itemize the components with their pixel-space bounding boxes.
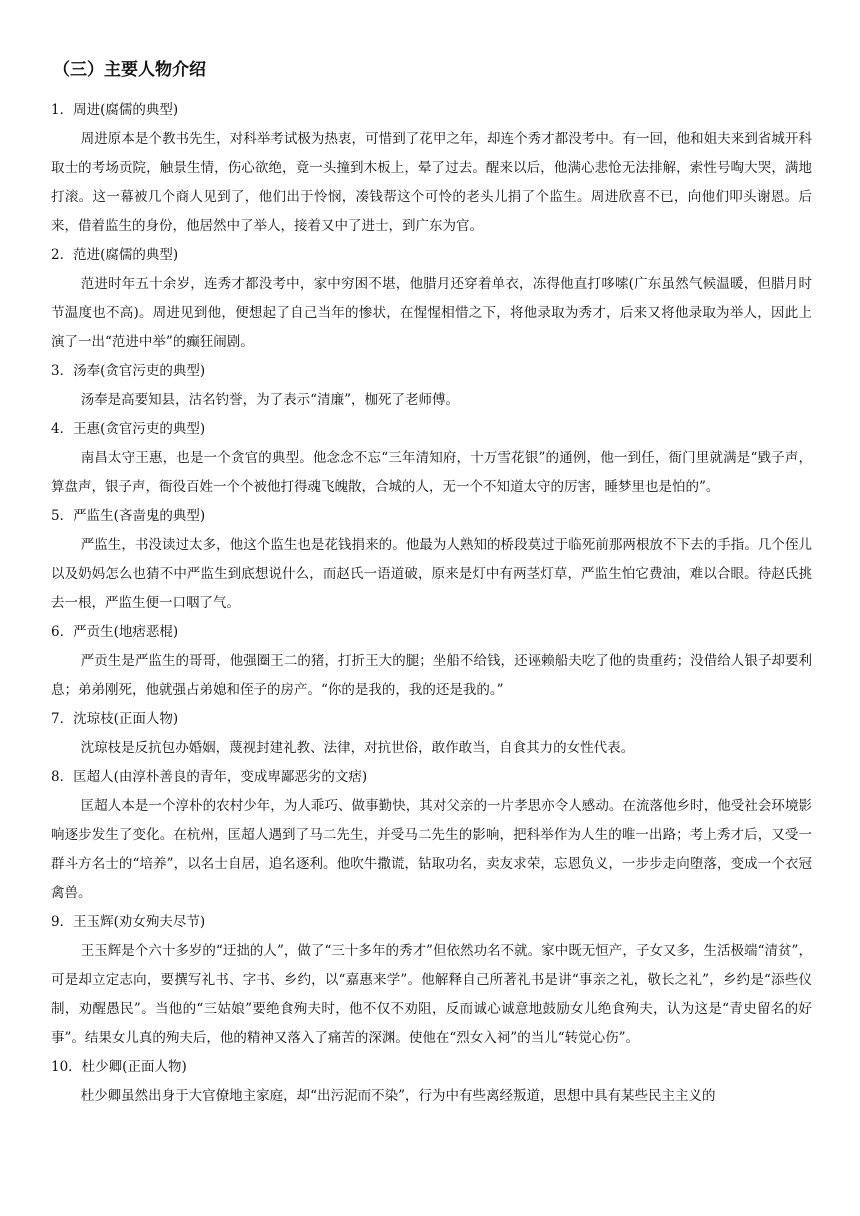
character-entry-yan-gongsheng [51,618,812,705]
character-description: 杜少卿虽然出身于大官僚地主家庭，却“出污泥而不染”，行为中有些离经叛道，思想中具有某些民主主义的 [80,1088,716,1104]
character-entry-shen-qiongzhi [51,705,812,763]
section-title: （三）主要人物介绍 [53,60,206,80]
character-entry-kuang-chaoren [51,763,812,908]
character-heading: 10．杜少卿(正面人物) [51,1059,187,1075]
character-heading: 7．沈琼枝(正面人物) [51,711,179,727]
character-description: 周进原本是个教书先生，对科举考试极为热衷，可惜到了花甲之年，却连个秀才都没考中。有一回，他和姐夫来到省城开科取士的考场贡院，触景生情，伤心欲绝，竟一头撞到木板上，晕了过去。醒来以后，他满心悲怆无法排解，索性号啕大哭，满地打滚。这一幕被几个商人见到了，他们出于怜悯，凑钱帮这个可怜的老头儿捐了个监生。周进欣喜不已，向他们叩头谢恩。后来，借着监生的身份，他居然中了举人，接着又中了进士，到广东为官。 [51,131,812,234]
character-entry-wang-hui [51,415,812,502]
character-heading: 5．严监生(吝啬鬼的典型) [51,508,206,524]
character-description: 范进时年五十余岁，连秀才都没考中，家中穷困不堪，他腊月还穿着单衣，冻得他直打哆嗦(广东虽然气候温暖，但腊月时节温度也不高)。周进见到他，便想起了自己当年的惨状，在惺惺相惜之下，将他录取为秀才，后来又将他录取为举人，因此上演了一出“范进中举”的癫狂闹剧。 [51,276,812,350]
character-entry-fan-jin [51,241,812,357]
character-description: 王玉辉是个六十多岁的“迂拙的人”，做了“三十多年的秀才”但依然功名不就。家中既无恒产，子女又多，生活极端“清贫”，可是却立定志向，要撰写礼书、字书、乡约，以“嘉惠来学”。他解释自己所著礼书是讲“事亲之礼，敬长之礼”，乡约是“添些仪制，劝醒愚民”。当他的“三姑娘”要绝食殉夫时，他不仅不劝阻，反而诚心诚意地鼓励女儿绝食殉夫，认为这是“青史留名的好事”。结果女儿真的殉夫后，他的精神又落入了痛苦的深渊。使他在“烈女入祠”的当儿“转觉心伤”。 [51,943,812,1046]
character-entry-wang-yuhui [51,908,812,1053]
character-description: 匡超人本是一个淳朴的农村少年，为人乖巧、做事勤快，其对父亲的一片孝思亦令人感动。在流落他乡时，他受社会环境影响逐步发生了变化。在杭州，匡超人遇到了马二先生，并受马二先生的影响，把科举作为人生的唯一出路；考上秀才后，又受一群斗方名士的“培养”，以名士自居，追名逐利。他吹牛撒谎，钻取功名，卖友求荣，忘恩负义，一步步走向堕落，变成一个衣冠禽兽。 [51,798,812,901]
character-description: 严贡生是严监生的哥哥，他强圈王二的猪，打折王大的腿；坐船不给钱，还诬赖船夫吃了他的贵重药；没借给人银子却要利息；弟弟刚死，他就强占弟媳和侄子的房产。“你的是我的，我的还是我的。” [51,653,812,698]
character-entry-zhou-jin [51,96,812,241]
character-heading: 3．汤奉(贪官污吏的典型) [51,363,206,379]
character-heading: 6．严贡生(地痞恶棍) [51,624,179,640]
character-heading: 1．周进(腐儒的典型) [51,102,179,118]
character-description: 严监生，书没读过太多，他这个监生也是花钱捐来的。他最为人熟知的桥段莫过于临死前那两根放不下去的手指。几个侄儿以及奶妈怎么也猜不中严监生到底想说什么，而赵氏一语道破，原来是灯中有两茎灯草，严监生怕它费油，难以合眼。待赵氏挑去一根，严监生便一口咽了气。 [51,537,812,611]
character-description: 南昌太守王惠，也是一个贪官的典型。他念念不忘“三年清知府，十万雪花银”的通例，他一到任，衙门里就满是“戥子声，算盘声，银子声，衙役百姓一个个被他打得魂飞魄散，合城的人，无一个不知道太守的厉害，睡梦里也是怕的”。 [51,450,812,495]
character-heading: 9．王玉辉(劝女殉夫尽节) [51,914,206,930]
character-heading: 8．匡超人(由淳朴善良的青年，变成卑鄙恶劣的文痞) [51,769,368,785]
character-heading: 2．范进(腐儒的典型) [51,247,179,263]
character-entry-yan-jiansheng [51,502,812,618]
character-entry-du-shaoqing [51,1053,812,1111]
character-heading: 4．王惠(贪官污吏的典型) [51,421,206,437]
character-entry-tang-feng [51,357,812,415]
character-description: 沈琼枝是反抗包办婚姻，蔑视封建礼教、法律，对抗世俗，敢作敢当，自食其力的女性代表。 [80,740,635,756]
character-description: 汤奉是高要知县，沽名钓誉，为了表示“清廉”，枷死了老师傅。 [80,392,459,408]
